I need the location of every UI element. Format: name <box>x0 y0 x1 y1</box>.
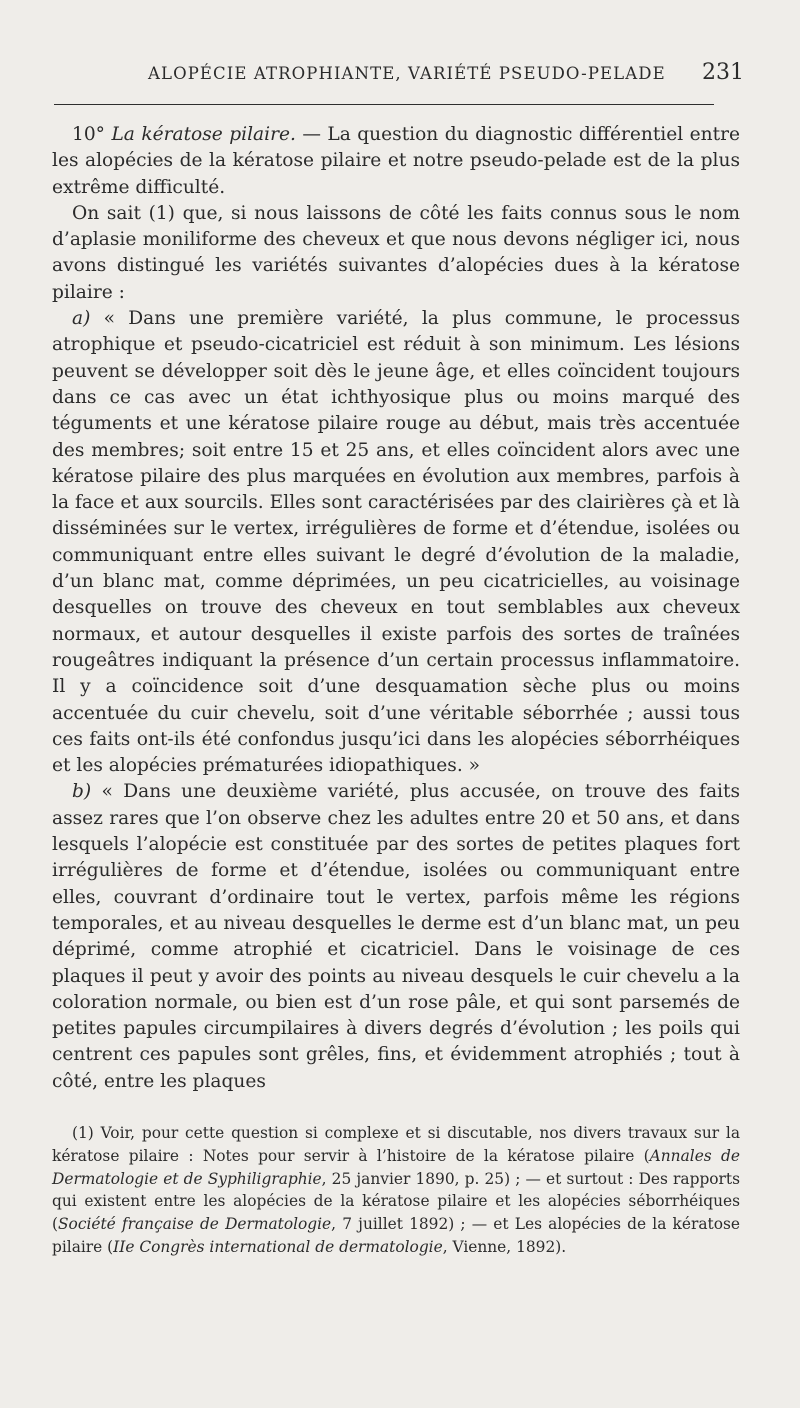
header-rule <box>54 104 714 105</box>
section-intro: — La question du diagnostic différentiel entre les alopécies de la kératose pilaire et notre pseudo-pelade est de la plus extrême difficulté. <box>52 124 741 198</box>
footnote-text: , 7 juillet 1892) ; — et Les alopécies de la kératose pilaire ( <box>52 1215 740 1256</box>
footnote-congress-title: IIe Congrès international de dermatologie <box>113 1237 443 1256</box>
page-number: 231 <box>702 60 744 85</box>
paragraph-b <box>52 779 740 1095</box>
footnote-text: , Vienne, 1892). <box>442 1237 567 1256</box>
main-text <box>52 122 740 1095</box>
running-header <box>52 62 748 90</box>
footnote-journal-title: Annales de Dermatologie et de Syphiligraphie <box>52 1146 740 1188</box>
section-paragraph <box>52 122 740 201</box>
section-number: 10° <box>72 124 105 145</box>
paragraph-1-text: On sait (1) que, si nous laissons de côté les faits connus sous le nom d’aplasie moniliforme des cheveux et que nous devons négliger ici, nous avons distingué les variétés suivantes d’alopécies dues à la kératose pilaire : <box>52 202 740 303</box>
footnote-society-title: Société française de Dermatologie <box>58 1215 332 1234</box>
paragraph-a <box>52 306 740 779</box>
section-title: La kératose pilaire. <box>111 124 296 145</box>
footnote-text: (1) Voir, pour cette question si complexe et si discutable, nos divers travaux sur la kératose pilaire : Notes pour servir à l’histoire de la kératose pilaire ( <box>52 1124 740 1165</box>
paragraph-b-text: « Dans une deuxième variété, plus accusée, on trouve des faits assez rares que l’on observe chez les adultes entre 20 et 50 ans, et dans lesquels l’alopécie est constituée par des sortes de petites plaques fort irrégulières de forme et d’étendue, isolées ou communiquant entre elles, couvrant d’ordinaire tout le vertex, parfois même les régions temporales, et au niveau desquelles le derme est d’un blanc mat, un peu déprimé, comme atrophié et cicatriciel. Dans le voisinage de ces plaques il peut y avoir des points au niveau desquels le cuir chevelu a la coloration normale, ou bien est d’un rose pâle, et qui sont parsemés de petites papules circumpilaires à divers degrés d’évolution ; les poils qui centrent ces papules sont grêles, fins, et évidemment atrophiés ; tout à côté, entre les plaques <box>52 781 740 1092</box>
footnote-1 <box>52 1122 740 1259</box>
item-marker-a: a) <box>72 308 91 330</box>
item-marker-b: b) <box>72 781 92 803</box>
footnotes <box>52 1122 740 1259</box>
paragraph-a-text: « Dans une première variété, la plus commune, le processus atrophique et pseudo-cicatriciel est réduit à son minimum. Les lésions peuvent se développer soit dès le jeune âge, et elles coïncident toujours dans ce cas avec un état ichthyosique plus ou moins marqué des téguments et une kératose pilaire rouge au début, mais très accentuée des membres; soit entre 15 et 25 ans, et elles coïncident alors avec une kératose pilaire des plus marquées en évolution aux membres, parfois à la face et aux sourcils. Elles sont caractérisées par des clairières çà et là disséminées sur le vertex, irrégulières de forme et d’étendue, isolées ou communiquant entre elles suivant le degré d’évolution de la maladie, d’un blanc mat, comme déprimées, un peu cicatricielles, au voisinage desquelles on trouve des cheveux en tout semblables aux cheveux normaux, et autour desquelles il existe parfois des sortes de traînées rougeâtres indiquant la présence d’un certain processus inflammatoire. Il y a coïncidence soit d’une desquamation sèche plus ou moins accentuée du cuir chevelu, soit d’une véritable séborrhée ; aussi tous ces faits ont-ils été confondus jusqu’ici dans les alopécies séborrhéiques et les alopécies prématurées idiopathiques. » <box>52 308 740 777</box>
paragraph-1 <box>52 201 740 306</box>
footnote-text: , 25 janvier 1890, p. 25) ; — et surtout : Des rapports qui existent entre les alopécies de la kératose pilaire et les alopécies séborrhéiques ( <box>52 1169 740 1234</box>
running-title: ALOPÉCIE ATROPHIANTE, VARIÉTÉ PSEUDO-PELADE <box>148 64 666 83</box>
